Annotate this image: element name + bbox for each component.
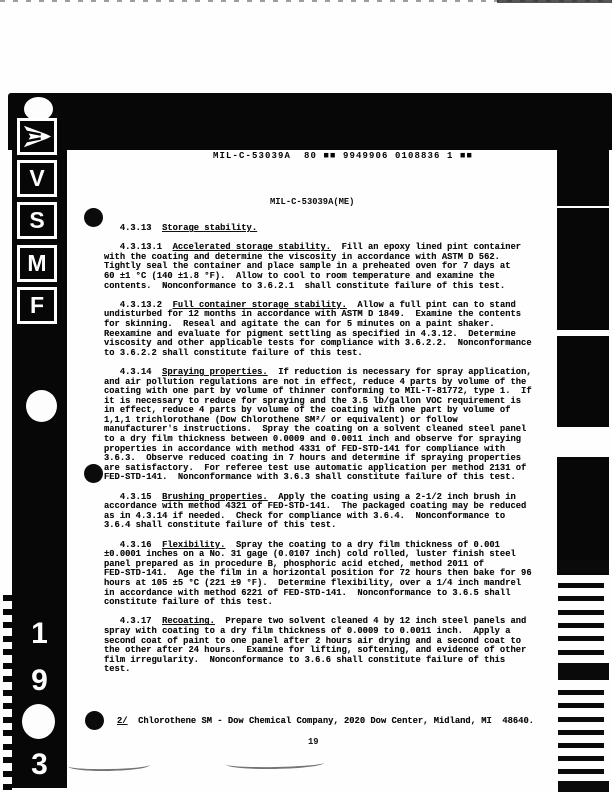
paragraph: 4.3.13 Storage stability. — [104, 223, 258, 233]
footnote-ref: 2/ — [117, 716, 128, 726]
sidebar-letter-f — [17, 287, 57, 324]
paragraph: 4.3.15 Brushing properties. Apply the coating using a 2-1/2 inch brush in accordance with method 4321 of FED-STD-141. The packaged coating may be reduced as in 4.3.14 if needed. Check for compliance with 3.6.4. Nonconformance to 3.6.4 shall constitute failure of this test. — [104, 491, 527, 531]
paragraph: 4.3.14 Spraying properties. If reduction is necessary for spray application, and air pollution regulations are not in effect, reduce 4 parts by volume of the coating with one part by volume of thinner conforming to MIL-T-81772, type 1. If it is necessary to reduce for spraying and the 3.5 lb/gallon VOC requirement is in effect, reduce 4 parts by volume of the coating with one part by volume of 1,1,1 trichlorothane (Dow Chlorothene SM²/ or equivalent) or follow manufacturer's instructions. Spray the coating on a solvent cleaned steel panel to a dry film thickness between 0.0009 and 0.0011 inch and observe for spraying properties in accordance with method 4331 of FED-STD-141 for compliance with 3.6.3. Observe reduced coating in 7 hours and determine if spraying properties are satisfactory. For referee test use automatic application per method 2131 of FED-STD-141. Nonconformance with 3.6.3 shall constitute failure of this test. — [104, 366, 532, 483]
microfiche-code: MIL-C-53039A 80 ■■ 9949906 0108836 1 ■■ — [213, 150, 474, 162]
sidebar-letter-label: V — [29, 165, 45, 191]
footnote — [117, 716, 534, 726]
sidebar-digit-1: 1 — [31, 617, 48, 650]
sidebar-digit-9: 9 — [31, 664, 48, 697]
footnote-text: Chlorothene SM - Dow Chemical Company, 2020 Dow Center, Midland, MI 48640. — [127, 716, 535, 726]
sidebar-letter-label: S — [29, 207, 45, 233]
paragraph: 4.3.13.1 Accelerated storage stability. Fill an epoxy lined pint container with the coating and determine the viscosity in accordance with ASTM D 562. Tightly seal the container and place sample in a preheated oven for 7 days at 60 ±1 °C (140 ±1.8 °F). Allow to cool to room temperature and examine the contents. Nonconformance to 3.6.2.1 shall constitute failure of this test. — [104, 242, 522, 291]
film-sprocket-stripes — [558, 560, 610, 792]
film-border-top — [8, 93, 612, 150]
film-border-right — [557, 457, 609, 575]
pencil-mark — [68, 759, 150, 771]
sidebar-letter-label: F — [29, 292, 45, 318]
sidebar-letter-label: M — [27, 250, 47, 276]
registration-dot — [84, 208, 103, 227]
film-border-right — [557, 150, 609, 330]
scan-edge-artifact-dark — [497, 0, 612, 3]
document-body — [104, 224, 554, 685]
vsmf-logo-box — [17, 118, 57, 155]
sidebar-letter-m — [17, 245, 57, 282]
film-border-gap — [556, 206, 610, 208]
paragraph: 4.3.17 Recoating. Prepare two solvent cleaned 4 by 12 inch steel panels and spray with coating to a dry film thickness of 0.0009 to 0.0011 inch. Apply a second coat of paint to one panel after 2 hours air drying and a second coat to the other after 24 hours. Examine for lifting, softening, and evidence of other film irregularity. Nonconformance to 3.6.6 shall constitute failure of this test. — [104, 616, 527, 675]
punch-hole-bottom — [22, 704, 55, 739]
registration-dot — [85, 711, 104, 730]
page-number: 19 — [308, 737, 319, 747]
document-id: MIL-C-53039A(ME) — [270, 197, 355, 207]
pencil-mark — [226, 757, 324, 770]
registration-dot — [84, 464, 103, 483]
sidebar-digit-3: 3 — [31, 748, 48, 781]
vsmf-arrow-icon — [21, 122, 53, 151]
sidebar-letter-s — [17, 202, 57, 239]
sidebar-letter-v — [17, 160, 57, 197]
paragraph: 4.3.13.2 Full container storage stability. Allow a full pint can to stand undisturbed for 12 months in accordance with ASTM D 1849. Examine the contents for skinning. Reseal and agitate the can for 5 minutes on a paint shaker. Reexamine and evaluate for pigment settling as specified in 4.3.12. Determine viscosity and other applicable tests for compliance with 3.6.2.2. Nonconformance to 3.6.2.2 shall constitute failure of this test. — [104, 299, 532, 358]
film-border-right — [557, 336, 609, 427]
paragraph: 4.3.16 Flexibility. Spray the coating to a dry film thickness of 0.001 ±0.0001 inches on a No. 31 gage (0.0107 inch) cold rolled, luster finish steel panel prepared as in procedure B, phosphoric acid etched, method 2011 of FED-STD-141. Age the film in a horizontal position for 72 hours then bake for 96 hours at 105 ±5 °C (221 ±9 °F). Determine flexibility, over a 1/4 inch mandrel in accordance with method 6221 of FED-STD-141. Nonconformance to 3.6.5 shall constitute failure of this test. — [104, 539, 532, 608]
punch-hole-middle — [26, 390, 57, 422]
